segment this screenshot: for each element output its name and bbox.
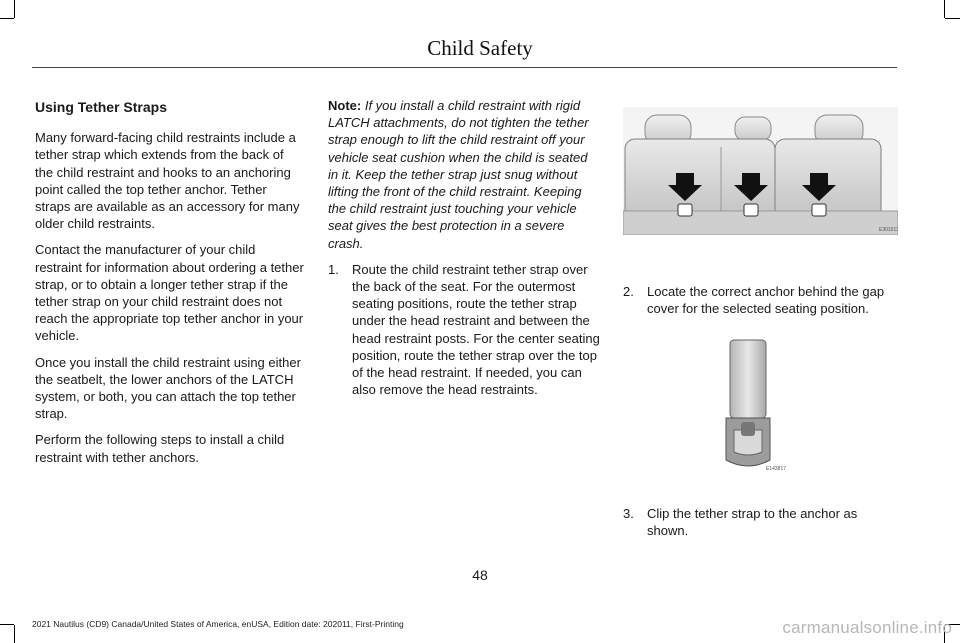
step-number: 1. — [328, 261, 339, 277]
page-number: 48 — [472, 567, 488, 583]
step-2 — [623, 283, 898, 317]
step-3 — [623, 505, 898, 539]
crop-mark — [0, 624, 14, 625]
tether-anchor-icon — [812, 204, 826, 216]
crop-mark — [945, 18, 960, 19]
tether-anchor-icon — [744, 204, 758, 216]
note-text: If you install a child restraint with rigid LATCH attachments, do not tighten the tether strap enough to lift the child restraint off your vehicle seat cushion when the child is seated in it. Keep the tether strap just snug without lifting the front of the child restraint. Keeping the child restraint just touching your vehicle seat gives the best protection in a severe crash. — [328, 98, 589, 251]
watermark: carmanualsonline.info — [782, 618, 952, 637]
step-1 — [328, 261, 600, 399]
tether-anchor-icon — [678, 204, 692, 216]
note-label: Note: — [328, 98, 362, 113]
step-text: Route the child restraint tether strap over the back of the seat. For the outermost seating positions, route the tether strap under the head restraint and between the head restraint posts. For the center seating position, route the tether strap over the top of the head restraint. If needed, you can also remove the head restraints. — [352, 261, 600, 398]
figure-code: E143817 — [766, 466, 787, 472]
crop-mark — [0, 18, 14, 19]
header-rule — [32, 67, 897, 68]
step-number: 2. — [623, 284, 634, 299]
paragraph: Once you install the child restraint using either the seatbelt, the lower anchors of the LATCH system, or both, you can attach the top tether strap. — [35, 354, 301, 422]
rear-seat-illustration — [623, 107, 898, 235]
step-number: 3. — [623, 506, 634, 521]
left-column — [35, 99, 305, 475]
anchor-clip-figure — [708, 338, 788, 473]
paragraph: Contact the manufacturer of your child restraint for information about ordering a tether strap, or to obtain a longer tether strap if the tether strap on your child restraint does not reach the appropriate top tether anchor in your vehicle. — [35, 242, 304, 344]
step-text: Locate the correct anchor behind the gap cover for the selected seating position. — [647, 284, 885, 317]
figure-code: E301513 — [879, 227, 898, 233]
edition-footer: 2021 Nautilus (CD9) Canada/United States of America, enUSA, Edition date: 202011, First-Printing — [32, 619, 404, 629]
paragraph: Perform the following steps to install a child restraint with tether anchors. — [35, 432, 285, 465]
crop-mark — [14, 0, 15, 18]
page-title: Child Safety — [427, 36, 533, 60]
middle-column — [328, 97, 600, 398]
tether-anchor-illustration — [708, 338, 788, 473]
paragraph: Many forward-facing child restraints include a tether strap which extends from the back of the child restraint and hooks to an anchoring point called the top tether anchor. Tether straps are available as an accessory for many older child restraints. — [35, 130, 300, 232]
crop-mark — [14, 625, 15, 643]
section-heading: Using Tether Straps — [35, 99, 167, 115]
step-text: Clip the tether strap to the anchor as shown. — [647, 506, 858, 539]
note — [328, 97, 600, 252]
seat-tether-anchors-figure — [623, 107, 898, 235]
crop-mark — [944, 0, 945, 18]
